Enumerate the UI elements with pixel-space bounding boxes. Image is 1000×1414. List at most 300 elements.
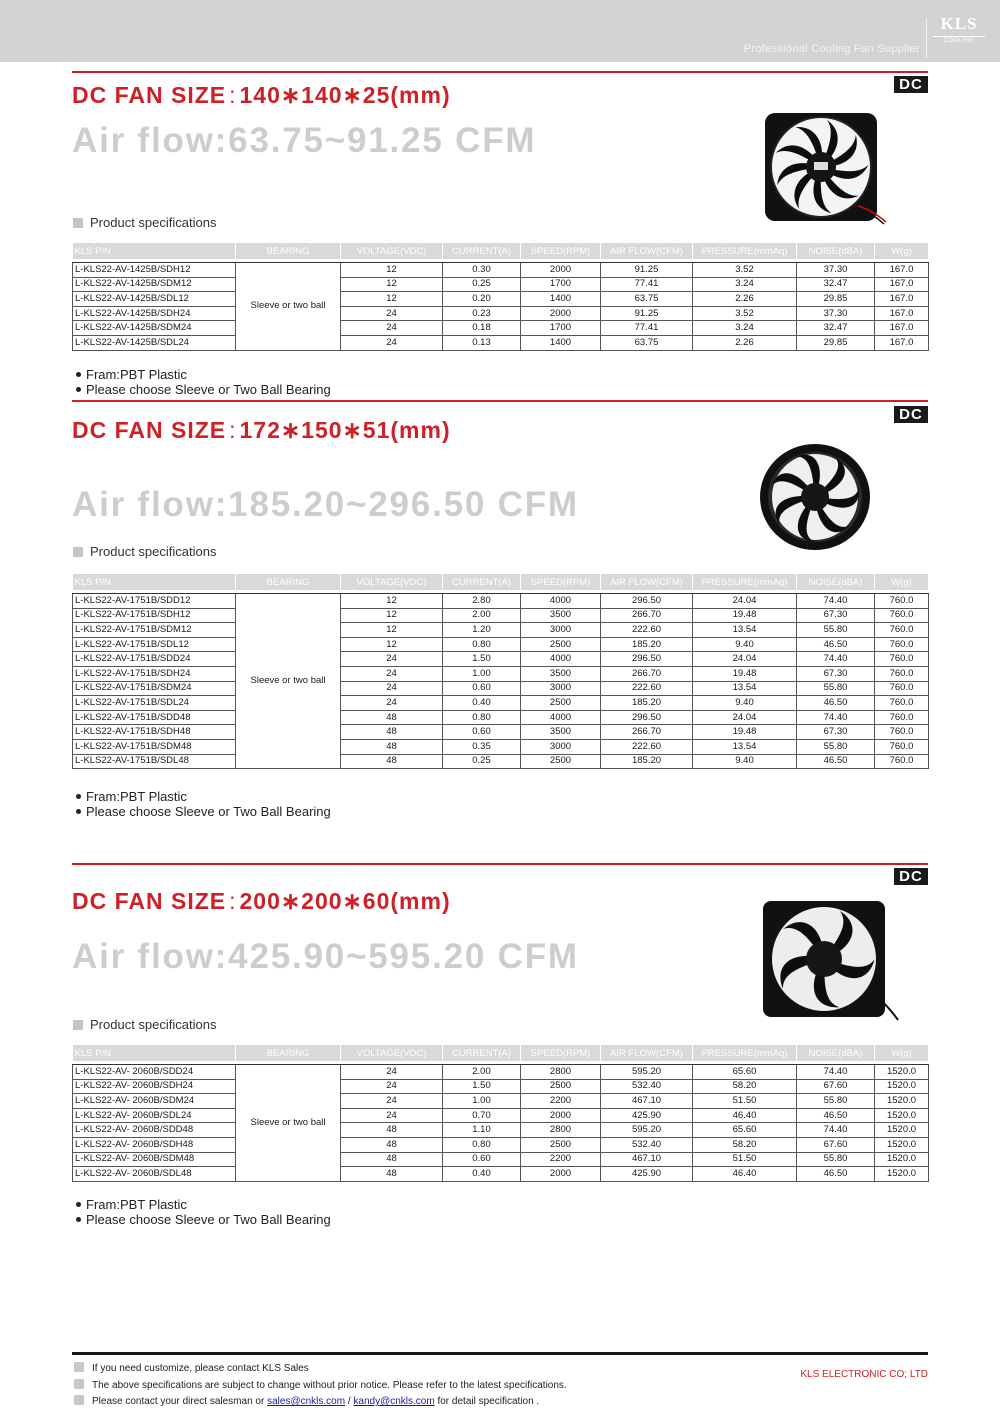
- spec-cell: 12: [341, 637, 443, 652]
- spec-cell: 1400: [521, 292, 601, 307]
- section-3-notes: [76, 1197, 331, 1227]
- spec-cell: 55.80: [797, 739, 875, 754]
- column-header: AIR FLOW(CFM): [601, 574, 693, 590]
- spec-cell: 67.30: [797, 666, 875, 681]
- spec-cell: 0.40: [443, 1167, 521, 1182]
- bearing-cell: Sleeve or two ball: [236, 263, 341, 351]
- spec-cell: 37.30: [797, 306, 875, 321]
- spec-cell: 760.0: [875, 652, 929, 667]
- note-text: Fram:PBT Plastic: [86, 789, 187, 804]
- footer-text: If you need customize, please contact KLS Sales: [92, 1363, 309, 1374]
- spec-cell: 24: [341, 335, 443, 350]
- part-number-cell: L-KLS22-AV- 2060B/SDM48: [73, 1152, 236, 1167]
- title-prefix: DC FAN SIZE: [72, 417, 227, 443]
- spec-cell: 1.00: [443, 666, 521, 681]
- dc-badge: DC: [894, 868, 928, 885]
- spec-cell: 1.50: [443, 1079, 521, 1094]
- part-number-cell: L-KLS22-AV-1425B/SDM24: [73, 321, 236, 336]
- title-size: 172∗150∗51(mm): [239, 417, 451, 443]
- section-1-title: [72, 82, 451, 109]
- section-2-title: [72, 417, 451, 444]
- kls-logo: [933, 14, 985, 54]
- spec-cell: 0.60: [443, 725, 521, 740]
- table-row: [73, 623, 929, 638]
- note-text: Please choose Sleeve or Two Ball Bearing: [86, 382, 331, 397]
- part-number-cell: L-KLS22-AV-1425B/SDL12: [73, 292, 236, 307]
- square-bullet-icon: [74, 1362, 84, 1372]
- spec-cell: 222.60: [601, 623, 693, 638]
- section-3-spec-heading: [73, 1017, 216, 1032]
- spec-cell: 74.40: [797, 1065, 875, 1080]
- spec-cell: 2000: [521, 263, 601, 278]
- dc-badge: DC: [894, 76, 928, 93]
- spec-cell: 3.24: [693, 321, 797, 336]
- spec-cell: 48: [341, 1123, 443, 1138]
- table-row: [73, 608, 929, 623]
- spec-cell: 55.80: [797, 1152, 875, 1167]
- spec-cell: 266.70: [601, 666, 693, 681]
- spec-cell: 37.30: [797, 263, 875, 278]
- spec-cell: 1520.0: [875, 1137, 929, 1152]
- section-1-spec-heading: [73, 215, 216, 230]
- spec-cell: 51.50: [693, 1094, 797, 1109]
- spec-cell: 185.20: [601, 696, 693, 711]
- company-name: KLS ELECTRONIC CO; LTD: [800, 1369, 928, 1380]
- section-1-notes: [76, 367, 331, 397]
- spec-cell: 0.60: [443, 1152, 521, 1167]
- table-row: [73, 277, 929, 292]
- header-tagline: Professional Cooling Fan Supplier: [743, 43, 920, 55]
- spec-cell: 3500: [521, 725, 601, 740]
- title-separator: :: [229, 417, 237, 443]
- section-2-divider: [72, 400, 928, 402]
- spec-cell: 24: [341, 652, 443, 667]
- spec-cell: 1520.0: [875, 1167, 929, 1182]
- spec-cell: 296.50: [601, 652, 693, 667]
- spec-cell: 0.20: [443, 292, 521, 307]
- table-row: [73, 335, 929, 350]
- spec-cell: 760.0: [875, 739, 929, 754]
- table-row: [73, 681, 929, 696]
- column-header: W(g): [875, 574, 929, 590]
- spec-cell: 63.75: [601, 292, 693, 307]
- part-number-cell: L-KLS22-AV-1751B/SDL12: [73, 637, 236, 652]
- bullet-icon: [76, 1217, 81, 1222]
- spec-cell: 760.0: [875, 666, 929, 681]
- spec-cell: 0.18: [443, 321, 521, 336]
- column-header: SPEED(RPM): [521, 243, 601, 259]
- spec-cell: 48: [341, 739, 443, 754]
- spec-cell: 65.60: [693, 1065, 797, 1080]
- spec-cell: 0.40: [443, 696, 521, 711]
- column-header: PRESSURE(mmAq): [693, 574, 797, 590]
- section-3-spec-table: [72, 1045, 929, 1182]
- spec-cell: 425.90: [601, 1108, 693, 1123]
- footer-text: The above specifications are subject to change without prior notice. Please refer to the latest specifications.: [92, 1380, 567, 1391]
- spec-cell: 532.40: [601, 1079, 693, 1094]
- spec-cell: 67.30: [797, 725, 875, 740]
- part-number-cell: L-KLS22-AV-1751B/SDM12: [73, 623, 236, 638]
- spec-cell: 185.20: [601, 637, 693, 652]
- spec-cell: 24: [341, 681, 443, 696]
- table-row: [73, 306, 929, 321]
- spec-cell: 0.30: [443, 263, 521, 278]
- spec-cell: 74.40: [797, 710, 875, 725]
- spec-cell: 0.80: [443, 637, 521, 652]
- section-2-spec-table: [72, 574, 929, 769]
- spec-cell: 1.10: [443, 1123, 521, 1138]
- part-number-cell: L-KLS22-AV- 2060B/SDD48: [73, 1123, 236, 1138]
- part-number-cell: L-KLS22-AV- 2060B/SDL24: [73, 1108, 236, 1123]
- spec-cell: 760.0: [875, 710, 929, 725]
- note-item: [76, 804, 331, 819]
- spec-cell: 4000: [521, 652, 601, 667]
- spec-cell: 24.04: [693, 652, 797, 667]
- section-2-spec-heading: [73, 544, 216, 559]
- table-row: [73, 652, 929, 667]
- part-number-cell: L-KLS22-AV-1751B/SDM48: [73, 739, 236, 754]
- spec-cell: 0.25: [443, 754, 521, 769]
- spec-cell: 67.60: [797, 1137, 875, 1152]
- spec-cell: 425.90: [601, 1167, 693, 1182]
- spec-cell: 24: [341, 321, 443, 336]
- logo-text: KLS: [940, 14, 978, 33]
- note-text: Fram:PBT Plastic: [86, 1197, 187, 1212]
- part-number-cell: L-KLS22-AV-1751B/SDD12: [73, 594, 236, 609]
- part-number-cell: L-KLS22-AV-1751B/SDD48: [73, 710, 236, 725]
- column-header: CURRENT(A): [443, 243, 521, 259]
- column-header: AIR FLOW(CFM): [601, 1045, 693, 1061]
- spec-cell: 2.00: [443, 608, 521, 623]
- spec-cell: 77.41: [601, 277, 693, 292]
- table-row: [73, 1094, 929, 1109]
- column-header: NOISE(dBA): [797, 574, 875, 590]
- spec-cell: 266.70: [601, 608, 693, 623]
- spec-cell: 1520.0: [875, 1108, 929, 1123]
- bullet-icon: [76, 809, 81, 814]
- square-bullet-icon: [73, 547, 83, 557]
- spec-cell: 55.80: [797, 681, 875, 696]
- spec-cell: 1520.0: [875, 1123, 929, 1138]
- spec-cell: 12: [341, 594, 443, 609]
- email-link-sales[interactable]: sales@cnkls.com: [267, 1396, 346, 1407]
- spec-cell: 46.40: [693, 1108, 797, 1123]
- part-number-cell: L-KLS22-AV-1751B/SDH48: [73, 725, 236, 740]
- spec-cell: 46.40: [693, 1167, 797, 1182]
- spec-cell: 222.60: [601, 739, 693, 754]
- part-number-cell: L-KLS22-AV- 2060B/SDL48: [73, 1167, 236, 1182]
- spec-cell: 760.0: [875, 608, 929, 623]
- spec-cell: 24: [341, 1094, 443, 1109]
- note-text: Fram:PBT Plastic: [86, 367, 187, 382]
- spec-cell: 48: [341, 1137, 443, 1152]
- column-header: W(g): [875, 1045, 929, 1061]
- table-header-row: [73, 1045, 929, 1061]
- part-number-cell: L-KLS22-AV-1425B/SDM12: [73, 277, 236, 292]
- spec-cell: 0.60: [443, 681, 521, 696]
- spec-cell: 467.10: [601, 1094, 693, 1109]
- bullet-icon: [76, 387, 81, 392]
- spec-cell: 67.60: [797, 1079, 875, 1094]
- spec-cell: 1.00: [443, 1094, 521, 1109]
- footer-text: for detail specification .: [434, 1396, 540, 1407]
- title-size: 140∗140∗25(mm): [239, 82, 451, 108]
- column-header: AIR FLOW(CFM): [601, 243, 693, 259]
- spec-cell: 46.50: [797, 637, 875, 652]
- spec-cell: 1520.0: [875, 1065, 929, 1080]
- table-row: [73, 1152, 929, 1167]
- column-header: BEARING: [236, 1045, 341, 1061]
- table-row: [73, 710, 929, 725]
- spec-cell: 2000: [521, 1108, 601, 1123]
- section-2-airflow: Air flow:185.20~296.50 CFM: [72, 485, 579, 524]
- spec-cell: 24: [341, 696, 443, 711]
- spec-cell: 185.20: [601, 754, 693, 769]
- spec-cell: 760.0: [875, 725, 929, 740]
- section-3-divider: [72, 863, 928, 865]
- note-text: Please choose Sleeve or Two Ball Bearing: [86, 804, 331, 819]
- spec-cell: 760.0: [875, 696, 929, 711]
- spec-cell: 12: [341, 608, 443, 623]
- part-number-cell: L-KLS22-AV- 2060B/SDM24: [73, 1094, 236, 1109]
- spec-cell: 0.70: [443, 1108, 521, 1123]
- spec-cell: 3500: [521, 608, 601, 623]
- table-row: [73, 739, 929, 754]
- spec-heading-text: Product specifications: [90, 544, 217, 559]
- bullet-icon: [76, 372, 81, 377]
- spec-cell: 4000: [521, 594, 601, 609]
- column-header: KLS P/N: [73, 574, 236, 590]
- spec-cell: 2.80: [443, 594, 521, 609]
- spec-cell: 29.85: [797, 335, 875, 350]
- spec-cell: 91.25: [601, 306, 693, 321]
- spec-cell: 12: [341, 623, 443, 638]
- spec-cell: 46.50: [797, 754, 875, 769]
- note-text: Please choose Sleeve or Two Ball Bearing: [86, 1212, 331, 1227]
- column-header: VOLTAGE(VDC): [341, 574, 443, 590]
- spec-cell: 4000: [521, 710, 601, 725]
- spec-cell: 1.20: [443, 623, 521, 638]
- column-header: CURRENT(A): [443, 1045, 521, 1061]
- column-header: KLS P/N: [73, 1045, 236, 1061]
- table-header-row: [73, 574, 929, 590]
- spec-cell: 0.25: [443, 277, 521, 292]
- spec-cell: 48: [341, 725, 443, 740]
- spec-cell: 12: [341, 292, 443, 307]
- spec-cell: 24: [341, 666, 443, 681]
- note-item: [76, 1197, 331, 1212]
- table-row: [73, 1123, 929, 1138]
- spec-cell: 0.80: [443, 1137, 521, 1152]
- footer-text: Please contact your direct salesman or: [92, 1396, 268, 1407]
- spec-cell: 760.0: [875, 623, 929, 638]
- spec-cell: 29.85: [797, 292, 875, 307]
- spec-cell: 3500: [521, 666, 601, 681]
- bearing-cell: Sleeve or two ball: [236, 1065, 341, 1182]
- spec-cell: 3000: [521, 739, 601, 754]
- spec-cell: 532.40: [601, 1137, 693, 1152]
- spec-cell: 48: [341, 710, 443, 725]
- spec-cell: 167.0: [875, 277, 929, 292]
- spec-cell: 65.60: [693, 1123, 797, 1138]
- spec-heading-text: Product specifications: [90, 1017, 217, 1032]
- spec-cell: 2500: [521, 696, 601, 711]
- spec-cell: 12: [341, 277, 443, 292]
- spec-cell: 24.04: [693, 594, 797, 609]
- spec-heading-text: Product specifications: [90, 215, 217, 230]
- column-header: VOLTAGE(VDC): [341, 1045, 443, 1061]
- note-item: [76, 367, 331, 382]
- spec-cell: 58.20: [693, 1137, 797, 1152]
- spec-cell: 46.50: [797, 1167, 875, 1182]
- spec-cell: 19.48: [693, 608, 797, 623]
- note-item: [76, 382, 331, 397]
- spec-cell: 1520.0: [875, 1079, 929, 1094]
- spec-cell: 167.0: [875, 263, 929, 278]
- section-3-airflow: Air flow:425.90~595.20 CFM: [72, 937, 579, 976]
- square-bullet-icon: [74, 1379, 84, 1389]
- fan-172-image: [758, 440, 872, 554]
- spec-cell: 9.40: [693, 696, 797, 711]
- spec-cell: 12: [341, 263, 443, 278]
- spec-cell: 13.54: [693, 623, 797, 638]
- spec-cell: 3.24: [693, 277, 797, 292]
- table-row: [73, 1065, 929, 1080]
- column-header: W(g): [875, 243, 929, 259]
- column-header: BEARING: [236, 574, 341, 590]
- column-header: VOLTAGE(VDC): [341, 243, 443, 259]
- spec-cell: 9.40: [693, 637, 797, 652]
- column-header: CURRENT(A): [443, 574, 521, 590]
- header-divider: [926, 18, 927, 58]
- table-row: [73, 637, 929, 652]
- title-separator: :: [229, 82, 237, 108]
- spec-cell: 58.20: [693, 1079, 797, 1094]
- spec-cell: 2800: [521, 1123, 601, 1138]
- spec-cell: 67.30: [797, 608, 875, 623]
- spec-cell: 32.47: [797, 277, 875, 292]
- spec-cell: 2.26: [693, 292, 797, 307]
- table-row: [73, 1137, 929, 1152]
- spec-cell: 760.0: [875, 754, 929, 769]
- part-number-cell: L-KLS22-AV-1425B/SDH12: [73, 263, 236, 278]
- spec-cell: 1700: [521, 321, 601, 336]
- logo-subtext: COOLING: [933, 36, 985, 44]
- spec-cell: 0.23: [443, 306, 521, 321]
- spec-cell: 167.0: [875, 335, 929, 350]
- note-item: [76, 789, 331, 804]
- table-row: [73, 725, 929, 740]
- column-header: BEARING: [236, 243, 341, 259]
- square-bullet-icon: [73, 1020, 83, 1030]
- spec-cell: 760.0: [875, 681, 929, 696]
- spec-cell: 3000: [521, 681, 601, 696]
- spec-cell: 3.52: [693, 306, 797, 321]
- spec-cell: 24.04: [693, 710, 797, 725]
- part-number-cell: L-KLS22-AV-1425B/SDL24: [73, 335, 236, 350]
- spec-cell: 19.48: [693, 666, 797, 681]
- spec-cell: 48: [341, 1152, 443, 1167]
- spec-cell: 55.80: [797, 623, 875, 638]
- spec-cell: 2800: [521, 1065, 601, 1080]
- spec-cell: 9.40: [693, 754, 797, 769]
- spec-cell: 760.0: [875, 594, 929, 609]
- spec-cell: 2500: [521, 637, 601, 652]
- spec-cell: 32.47: [797, 321, 875, 336]
- part-number-cell: L-KLS22-AV-1751B/SDL24: [73, 696, 236, 711]
- column-header: SPEED(RPM): [521, 574, 601, 590]
- spec-cell: 1400: [521, 335, 601, 350]
- bullet-icon: [76, 794, 81, 799]
- footer-text: /: [345, 1396, 354, 1407]
- bullet-icon: [76, 1202, 81, 1207]
- spec-cell: 222.60: [601, 681, 693, 696]
- section-1-spec-table: [72, 243, 929, 351]
- spec-cell: 2500: [521, 754, 601, 769]
- spec-cell: 13.54: [693, 681, 797, 696]
- spec-cell: 2000: [521, 306, 601, 321]
- fan-200-image: [760, 898, 900, 1024]
- spec-cell: 1520.0: [875, 1094, 929, 1109]
- spec-cell: 63.75: [601, 335, 693, 350]
- spec-cell: 24: [341, 306, 443, 321]
- spec-cell: 2.00: [443, 1065, 521, 1080]
- table-row: [73, 666, 929, 681]
- spec-cell: 24: [341, 1065, 443, 1080]
- spec-cell: 1520.0: [875, 1152, 929, 1167]
- spec-cell: 167.0: [875, 292, 929, 307]
- spec-cell: 0.80: [443, 710, 521, 725]
- title-size: 200∗200∗60(mm): [239, 888, 451, 914]
- spec-cell: 296.50: [601, 594, 693, 609]
- spec-cell: 2000: [521, 1167, 601, 1182]
- email-link-kandy[interactable]: kandy@cnkls.com: [353, 1396, 435, 1407]
- spec-cell: 0.13: [443, 335, 521, 350]
- square-bullet-icon: [73, 218, 83, 228]
- spec-cell: 46.50: [797, 1108, 875, 1123]
- table-row: [73, 263, 929, 278]
- spec-cell: 167.0: [875, 306, 929, 321]
- part-number-cell: L-KLS22-AV-1751B/SDM24: [73, 681, 236, 696]
- bearing-cell: Sleeve or two ball: [236, 594, 341, 769]
- part-number-cell: L-KLS22-AV- 2060B/SDH24: [73, 1079, 236, 1094]
- table-row: [73, 594, 929, 609]
- spec-cell: 51.50: [693, 1152, 797, 1167]
- spec-cell: 1.50: [443, 652, 521, 667]
- spec-cell: 77.41: [601, 321, 693, 336]
- spec-cell: 0.35: [443, 739, 521, 754]
- section-1-divider: [72, 71, 928, 73]
- part-number-cell: L-KLS22-AV- 2060B/SDH48: [73, 1137, 236, 1152]
- part-number-cell: L-KLS22-AV-1751B/SDH24: [73, 666, 236, 681]
- spec-cell: 48: [341, 754, 443, 769]
- table-row: [73, 754, 929, 769]
- column-header: PRESSURE(mmAq): [693, 1045, 797, 1061]
- spec-cell: 1700: [521, 277, 601, 292]
- spec-cell: 2.26: [693, 335, 797, 350]
- column-header: NOISE(dBA): [797, 243, 875, 259]
- spec-cell: 3000: [521, 623, 601, 638]
- section-1-airflow: Air flow:63.75~91.25 CFM: [72, 121, 537, 160]
- spec-cell: 24: [341, 1079, 443, 1094]
- spec-cell: 74.40: [797, 1123, 875, 1138]
- spec-cell: 19.48: [693, 725, 797, 740]
- spec-cell: 91.25: [601, 263, 693, 278]
- table-row: [73, 1167, 929, 1182]
- spec-cell: 595.20: [601, 1123, 693, 1138]
- note-item: [76, 1212, 331, 1227]
- part-number-cell: L-KLS22-AV-1751B/SDD24: [73, 652, 236, 667]
